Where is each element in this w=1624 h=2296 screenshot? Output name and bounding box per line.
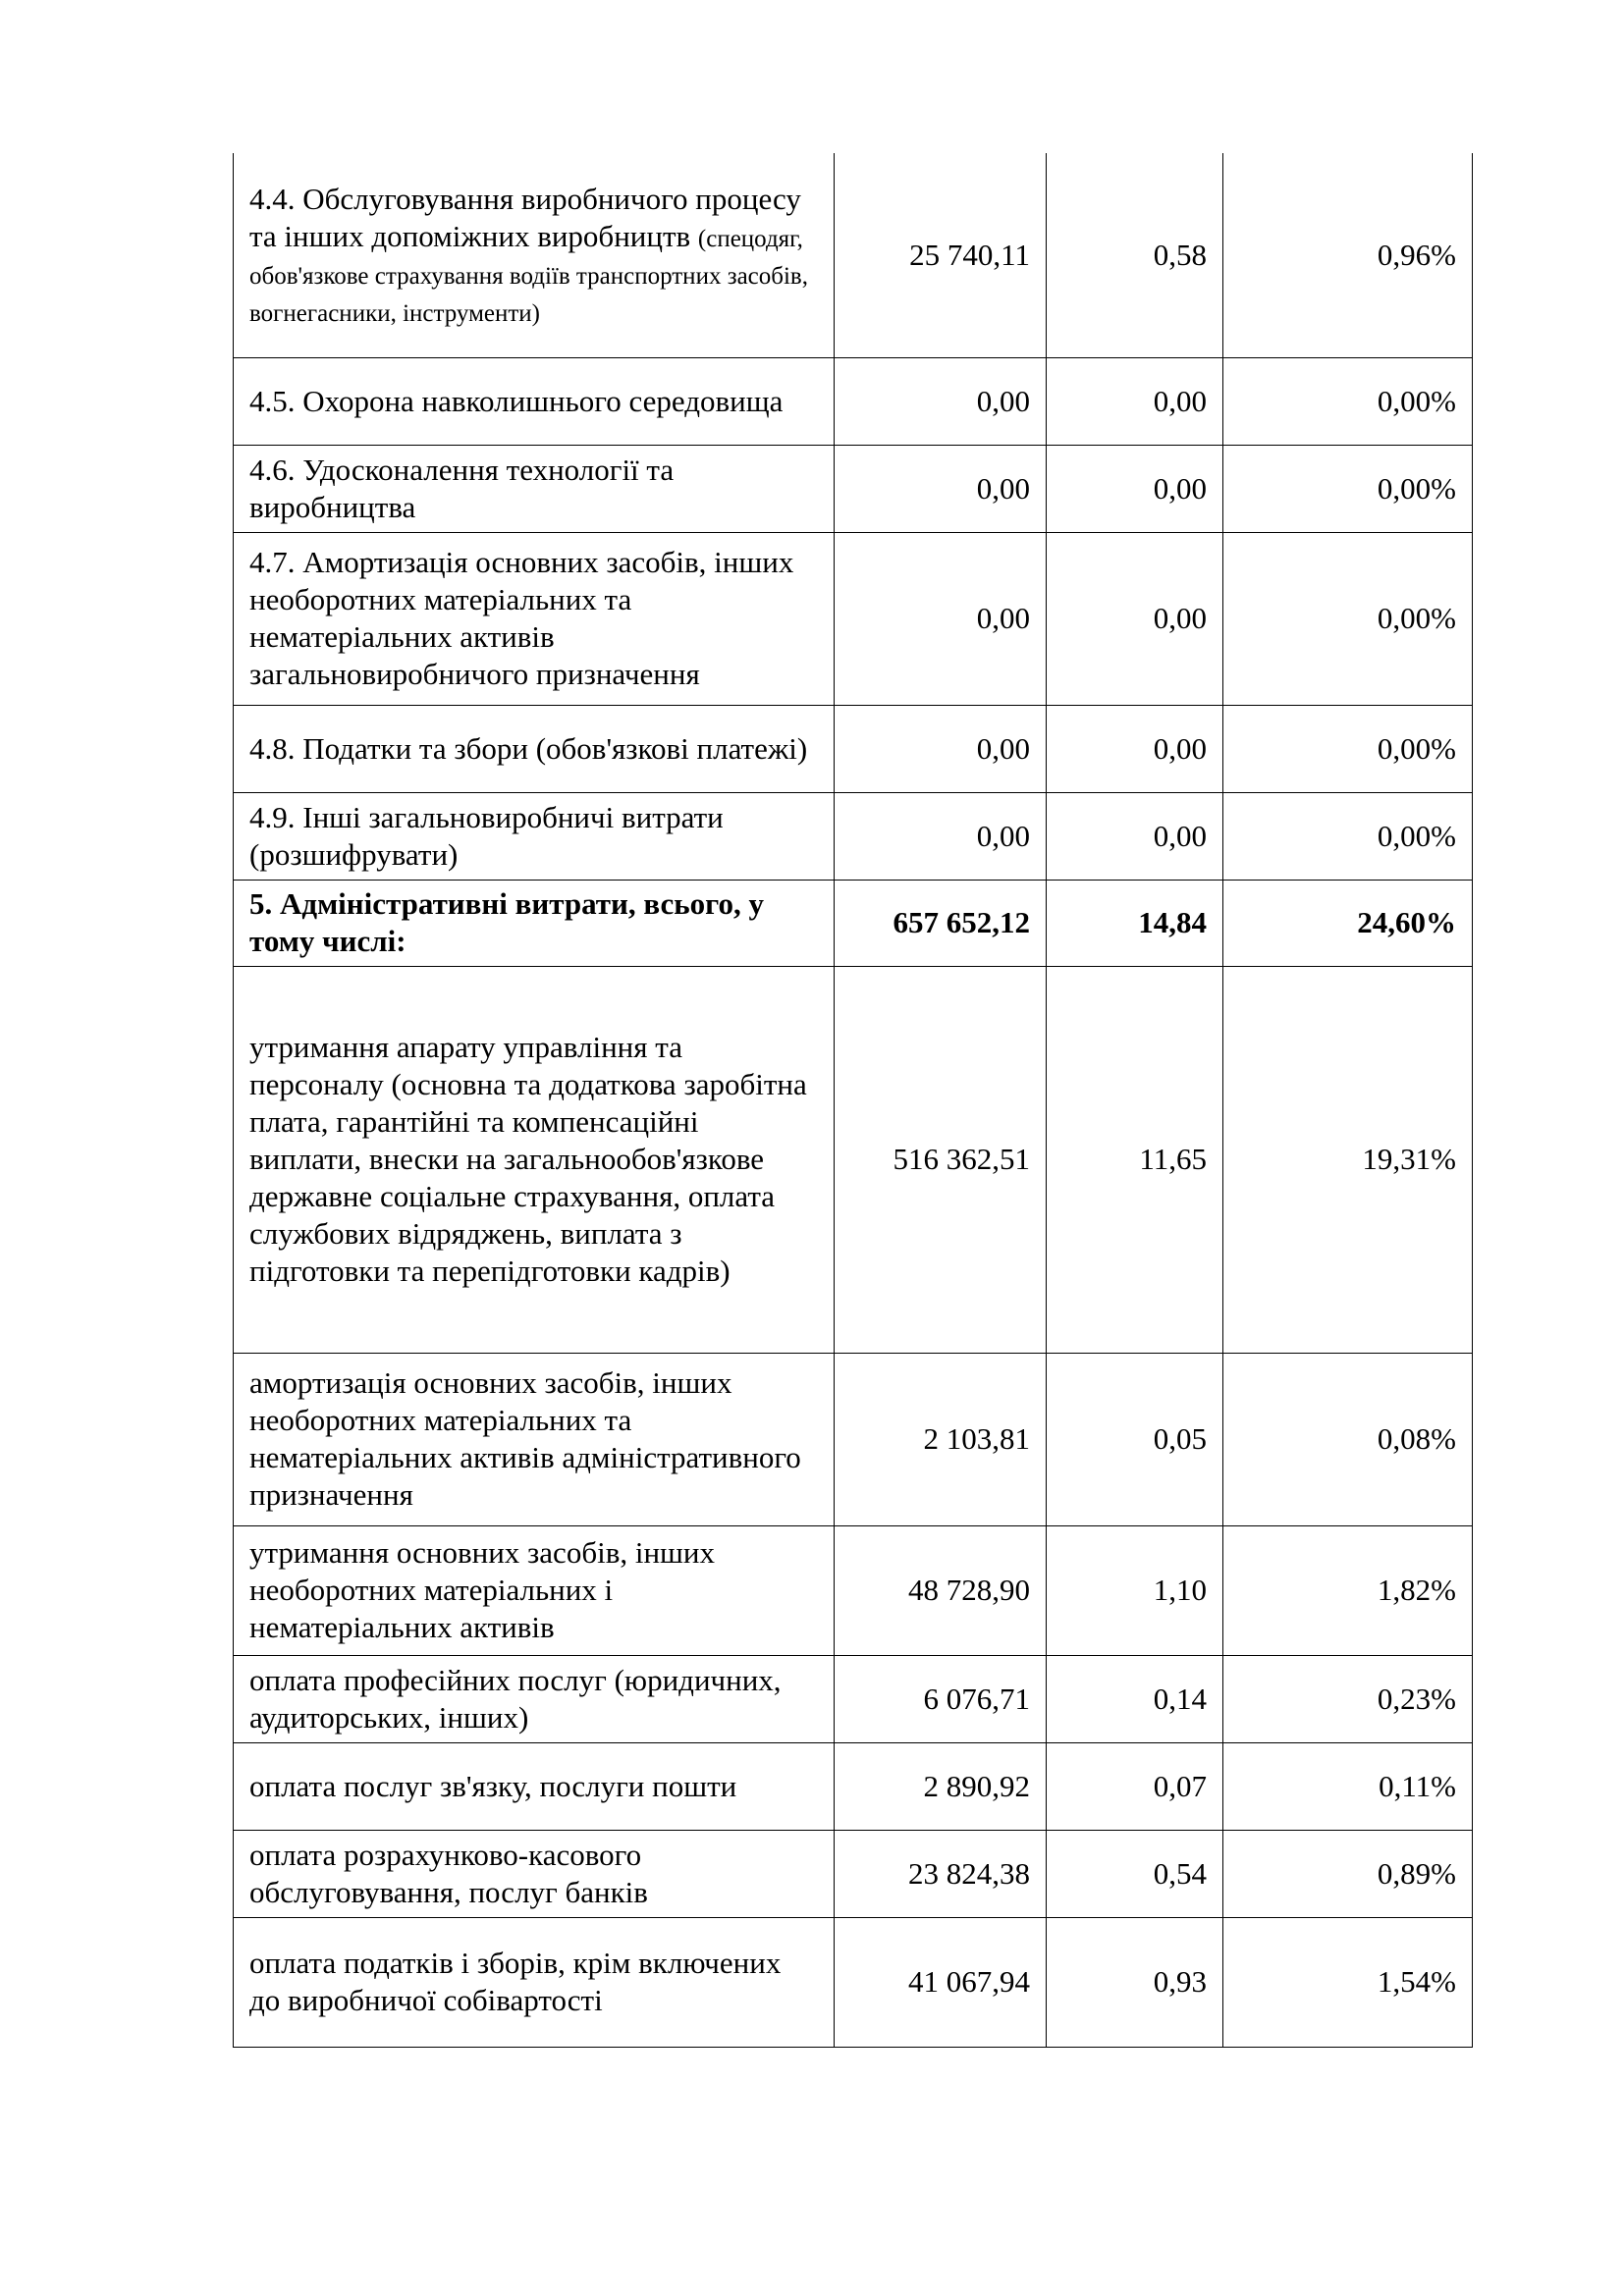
row-label: 5. Адміністративні витрати, всього, у тому числі: [234,880,835,966]
row-label: 4.9. Інші загальновиробничі витрати (розшифрувати) [234,792,835,880]
percent-cell: 0,00% [1223,792,1473,880]
row-label: 4.5. Охорона навколишнього середовища [234,357,835,445]
row-label: утримання апарату управління та персоналу (основна та додаткова заробітна плата, гарантійні та компенсаційні виплати, внески на загальнообов'язкове державне соціальне страхування, оплата службових відряджень, виплата з підготовки та перепідготовки кадрів) [234,966,835,1353]
per-unit-cell: 0,00 [1047,357,1223,445]
percent-cell: 0,23% [1223,1655,1473,1742]
amount-cell: 0,00 [835,705,1047,792]
row-label: оплата податків і зборів, крім включених до виробничої собівартості [234,1917,835,2047]
table-row [234,153,1473,357]
percent-cell: 0,89% [1223,1830,1473,1917]
table-row [234,792,1473,880]
per-unit-cell: 1,10 [1047,1525,1223,1655]
amount-cell: 23 824,38 [835,1830,1047,1917]
table-row [234,532,1473,705]
per-unit-cell: 0,93 [1047,1917,1223,2047]
percent-cell: 0,00% [1223,357,1473,445]
table-row [234,1742,1473,1830]
per-unit-cell: 0,54 [1047,1830,1223,1917]
per-unit-cell: 0,58 [1047,153,1223,357]
percent-cell: 19,31% [1223,966,1473,1353]
percent-cell: 1,82% [1223,1525,1473,1655]
table-row-subtotal [234,880,1473,966]
per-unit-cell: 11,65 [1047,966,1223,1353]
row-label [234,153,835,357]
document-page [233,153,1472,2048]
table-row [234,1525,1473,1655]
per-unit-cell: 0,05 [1047,1353,1223,1525]
table-row [234,1353,1473,1525]
row-label-note: (спецодяг, обов'язкове страхування водіїв транспортних засобів, вогнегасники, інструменти) [249,225,808,327]
percent-cell: 0,00% [1223,705,1473,792]
row-label: 4.7. Амортизація основних засобів, інших необоротних матеріальних та нематеріальних активів загальновиробничого призначення [234,532,835,705]
percent-cell: 0,96% [1223,153,1473,357]
percent-cell: 0,11% [1223,1742,1473,1830]
amount-cell: 41 067,94 [835,1917,1047,2047]
row-label: амортизація основних засобів, інших необоротних матеріальних та нематеріальних активів адміністративного призначення [234,1353,835,1525]
table-row [234,1655,1473,1742]
amount-cell: 516 362,51 [835,966,1047,1353]
row-label: оплата розрахунково-касового обслуговування, послуг банків [234,1830,835,1917]
amount-cell: 48 728,90 [835,1525,1047,1655]
amount-cell: 2 103,81 [835,1353,1047,1525]
row-label: оплата професійних послуг (юридичних, аудиторських, інших) [234,1655,835,1742]
cost-table [233,153,1473,2048]
amount-cell: 2 890,92 [835,1742,1047,1830]
table-row [234,966,1473,1353]
amount-cell: 657 652,12 [835,880,1047,966]
amount-cell: 0,00 [835,792,1047,880]
table-row [234,357,1473,445]
per-unit-cell: 0,00 [1047,445,1223,532]
percent-cell: 0,00% [1223,445,1473,532]
percent-cell: 0,08% [1223,1353,1473,1525]
table-row [234,1917,1473,2047]
per-unit-cell: 0,00 [1047,705,1223,792]
percent-cell: 24,60% [1223,880,1473,966]
per-unit-cell: 0,00 [1047,532,1223,705]
per-unit-cell: 0,07 [1047,1742,1223,1830]
table-row [234,1830,1473,1917]
per-unit-cell: 0,14 [1047,1655,1223,1742]
table-row [234,445,1473,532]
table-row [234,705,1473,792]
amount-cell: 0,00 [835,357,1047,445]
per-unit-cell: 14,84 [1047,880,1223,966]
percent-cell: 0,00% [1223,532,1473,705]
row-label-main: 4.4. Обслуговування виробничого процесу та інших допоміжних виробництв [249,181,801,253]
row-label: утримання основних засобів, інших необоротних матеріальних і нематеріальних активів [234,1525,835,1655]
percent-cell: 1,54% [1223,1917,1473,2047]
per-unit-cell: 0,00 [1047,792,1223,880]
row-label: 4.6. Удосконалення технології та виробництва [234,445,835,532]
row-label: 4.8. Податки та збори (обов'язкові платежі) [234,705,835,792]
amount-cell: 25 740,11 [835,153,1047,357]
row-label: оплата послуг зв'язку, послуги пошти [234,1742,835,1830]
amount-cell: 6 076,71 [835,1655,1047,1742]
amount-cell: 0,00 [835,532,1047,705]
amount-cell: 0,00 [835,445,1047,532]
